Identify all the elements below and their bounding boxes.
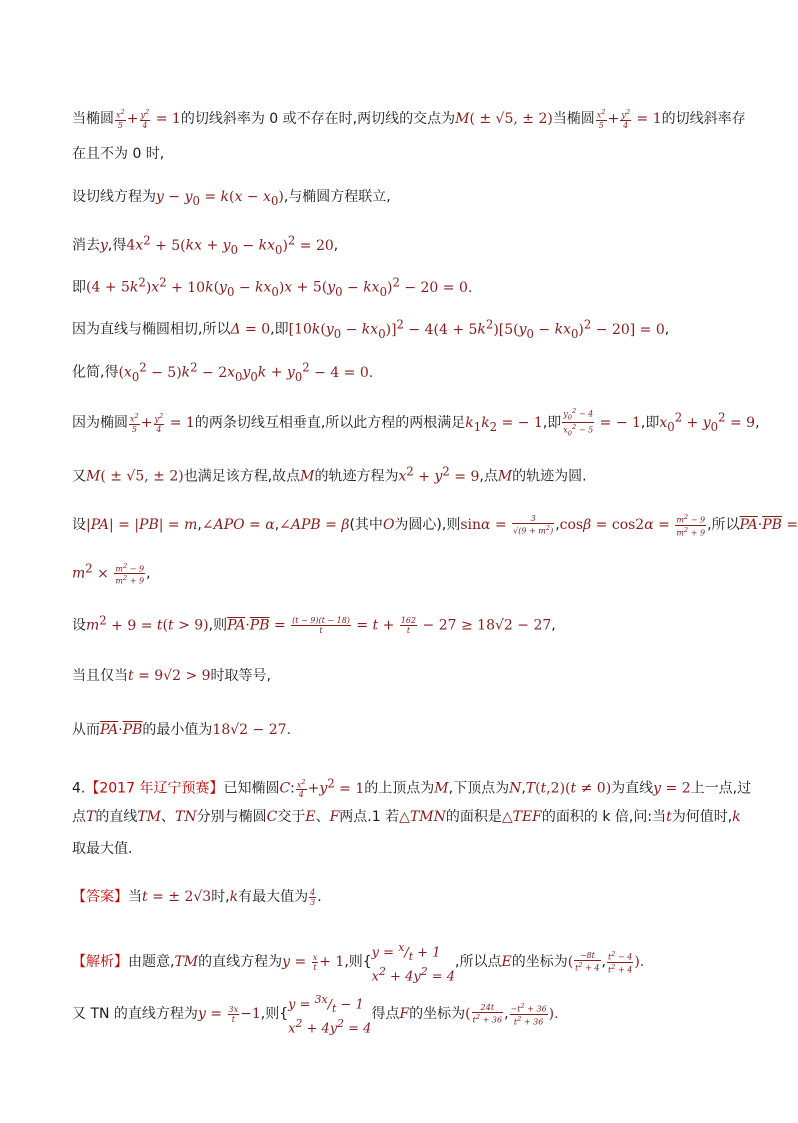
problem-4-heading: 4.【2017 年辽宁预赛】已知椭圆C: $\frac{x^2}{4}$ $+y^2 = 1$的上顶点为M,下顶点为N,T(t,2)(t ≠ 0)为直线y = 2上一点,过: [72, 776, 752, 800]
paragraph-line: 在且不为 0 时,: [72, 146, 165, 162]
paragraph-line: 设|PA| = |PB| = m,∠APO = α,∠APB = β(其中O为圆心),则sinα = $\frac{3}{√(9 + m^2)}$ ,cosβ = cos2α = $\frac{m^2 - 9}{m^2 + 9}$ ,所以$\overline{PA}\cdot\overline{PB}$ =: [72, 513, 798, 538]
paragraph-line: 即$(4 + 5k^2)x^2 + 10k(y_0 - kx_0)x + 5(y_0 - kx_0)^2 - 20 = 0$.: [72, 275, 473, 299]
paragraph-line: 化简,得$(x_0^2 - 5)k^2 - 2x_0y_0k + y_0^2 - 4 = 0$.: [72, 360, 374, 384]
paragraph-line: 当且仅当t = 9√2 > 9时取等号,: [72, 668, 271, 684]
paragraph-line: 因为椭圆 $\frac{x^2}{5}$ + $\frac{y^2}{4}$ = 1的两条切线互相垂直,所以此方程的两根满足$k_1k_2$ = − 1,即 $\frac{y_0^2 - 4}{x_0^2 - 5}$ = − 1,即$x_0^2 + y_0^2 = 9$,: [72, 407, 760, 438]
paragraph-line: 又M( ± √5, ± 2)也满足该方程,故点M的轨迹方程为$x^2 + y^2 = 9$,点M的轨迹为圆.: [72, 464, 587, 485]
answer-line: 【答案】当t = ± 2√3时,k有最大值为 $\frac{4}{3}$ .: [72, 887, 322, 907]
paragraph-line: 消去y,得$4x^2 + 5(kx + y_0 - kx_0)^2 = 20$,: [72, 233, 339, 257]
paragraph-line: 从而$\overline{PA}\cdot\overline{PB}$的最小值为18√2 − 27.: [72, 722, 291, 738]
analysis-line: 又 TN 的直线方程为y = $\frac{3x}{t}$ −1,则{ $y = ^{3x}/_t - 1$ $x^2 + 4y^2 = 4$ 得点F的坐标为( $\frac{24t}{t^2 + 36}$ , $\frac{-t^2 + 36}{t^2 + 36}$ ).: [72, 993, 559, 1037]
paragraph-line: 点T的直线TM、TN分别与椭圆C交于E、F两点.1 若△TMN的面积是△TEF的面积的 k 倍,问:当t为何值时,k: [72, 809, 741, 825]
paragraph-line: 设$m^2 + 9 = t(t > 9)$,则$\overline{PA}\cdot\overline{PB}$ = $\frac{(t - 9)(t - 18)}{t}$ = t + $\frac{162}{t}$ − 27 ≥ 18√2 − 27,: [72, 613, 556, 636]
paragraph-line: 当椭圆 $\frac{x^2}{5}$ + $\frac{y^2}{4}$ = 1的切线斜率为 0 或不存在时,两切线的交点为M( ± √5, ± 2)当椭圆 $\frac{x^2}{5}$ + $\frac{y^2}{4}$ = 1的切线斜率存: [72, 108, 746, 130]
paragraph-line: $m^2$ × $\frac{m^2 - 9}{m^2 + 9}$ ,: [72, 561, 151, 586]
paragraph-line: 因为直线与椭圆相切,所以Δ = 0,即$[10k(y_0 - kx_0)]^2 - 4(4 + 5k^2)[5(y_0 - kx_0)^2 - 20] = 0$,: [72, 317, 670, 341]
paragraph-line: 取最大值.: [72, 841, 133, 857]
paragraph-line: 设切线方程为$y - y_0 = k(x - x_0)$,与椭圆方程联立,: [72, 189, 391, 208]
analysis-line: 【解析】由题意,TM的直线方程为y = $\frac{x}{t}$ + 1,则{ $y = ^x/_t + 1$ $x^2 + 4y^2 = 4$ ,所以点E的坐标为( $\frac{-8t}{t^2 + 4}$ , $\frac{t^2 - 4}{t^2 + 4}$ ).: [72, 941, 645, 985]
